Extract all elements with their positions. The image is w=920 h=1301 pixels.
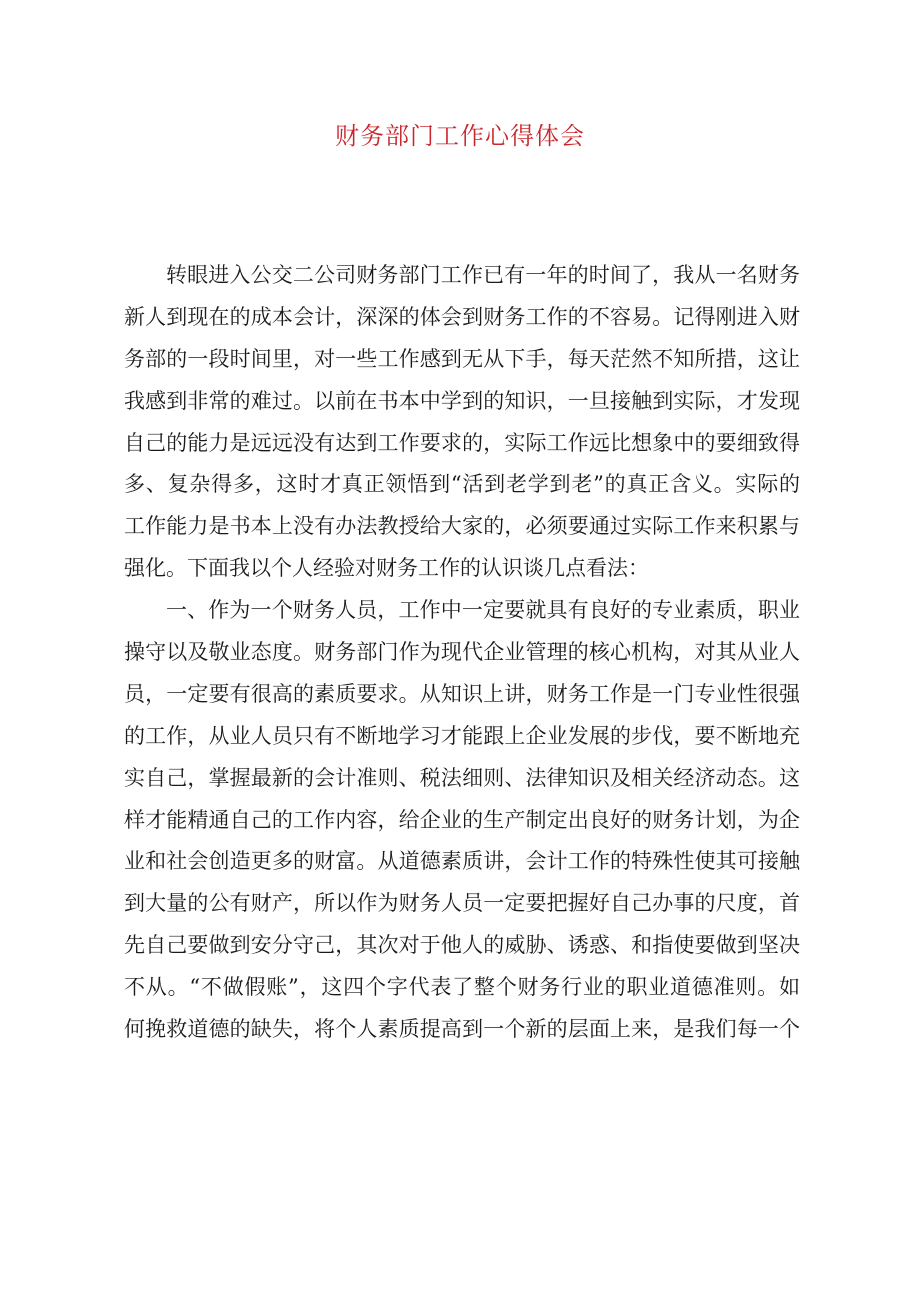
text-line: 何挽救道德的缺失，将个人素质提高到一个新的层面上来，是我们每一个 — [124, 1017, 800, 1042]
paragraph-intro — [124, 255, 800, 590]
document-body — [124, 255, 800, 1051]
text-line: 实自己，掌握最新的会计准则、税法细则、法律知识及相关经济动态。这 — [124, 765, 800, 790]
text-line: 务部的一段时间里，对一些工作感到无从下手，每天茫然不知所措，这让 — [124, 346, 800, 371]
text-line: 样才能精通自己的工作内容，给企业的生产制定出良好的财务计划，为企 — [124, 807, 800, 832]
text-line: 不从。“不做假账”，这四个字代表了整个财务行业的职业道德准则。如 — [124, 975, 800, 1000]
text-line: 员，一定要有很高的素质要求。从知识上讲，财务工作是一门专业性很强 — [124, 681, 800, 706]
text-line: 操守以及敬业态度。财务部门作为现代企业管理的核心机构，对其从业人 — [124, 640, 800, 665]
text-line: 新人到现在的成本会计，深深的体会到财务工作的不容易。记得刚进入财 — [124, 304, 800, 329]
text-line: 业和社会创造更多的财富。从道德素质讲，会计工作的特殊性使其可接触 — [124, 849, 800, 874]
text-line: 我感到非常的难过。以前在书本中学到的知识，一旦接触到实际，才发现 — [124, 388, 800, 413]
text-line: 多、复杂得多，这时才真正领悟到“活到老学到老”的真正含义。实际的 — [124, 472, 800, 497]
paragraph-point-one — [124, 590, 800, 1051]
text-line: 的工作，从业人员只有不断地学习才能跟上企业发展的步伐，要不断地充 — [124, 723, 800, 748]
text-line: 工作能力是书本上没有办法教授给大家的，必须要通过实际工作来积累与 — [124, 514, 800, 539]
text-line: 转眼进入公交二公司财务部门工作已有一年的时间了，我从一名财务 — [166, 263, 800, 287]
document-title: 财务部门工作心得体会 — [335, 122, 585, 150]
text-line: 自己的能力是远远没有达到工作要求的，实际工作远比想象中的要细致得 — [124, 430, 800, 455]
text-line: 强化。下面我以个人经验对财务工作的认识谈几点看法： — [124, 556, 649, 581]
text-line: 一、作为一个财务人员，工作中一定要就具有良好的专业素质，职业 — [166, 598, 800, 623]
text-line: 先自己要做到安分守己，其次对于他人的威胁、诱惑、和指使要做到坚决 — [124, 933, 800, 958]
text-line: 到大量的公有财产，所以作为财务人员一定要把握好自己办事的尺度，首 — [124, 891, 800, 916]
